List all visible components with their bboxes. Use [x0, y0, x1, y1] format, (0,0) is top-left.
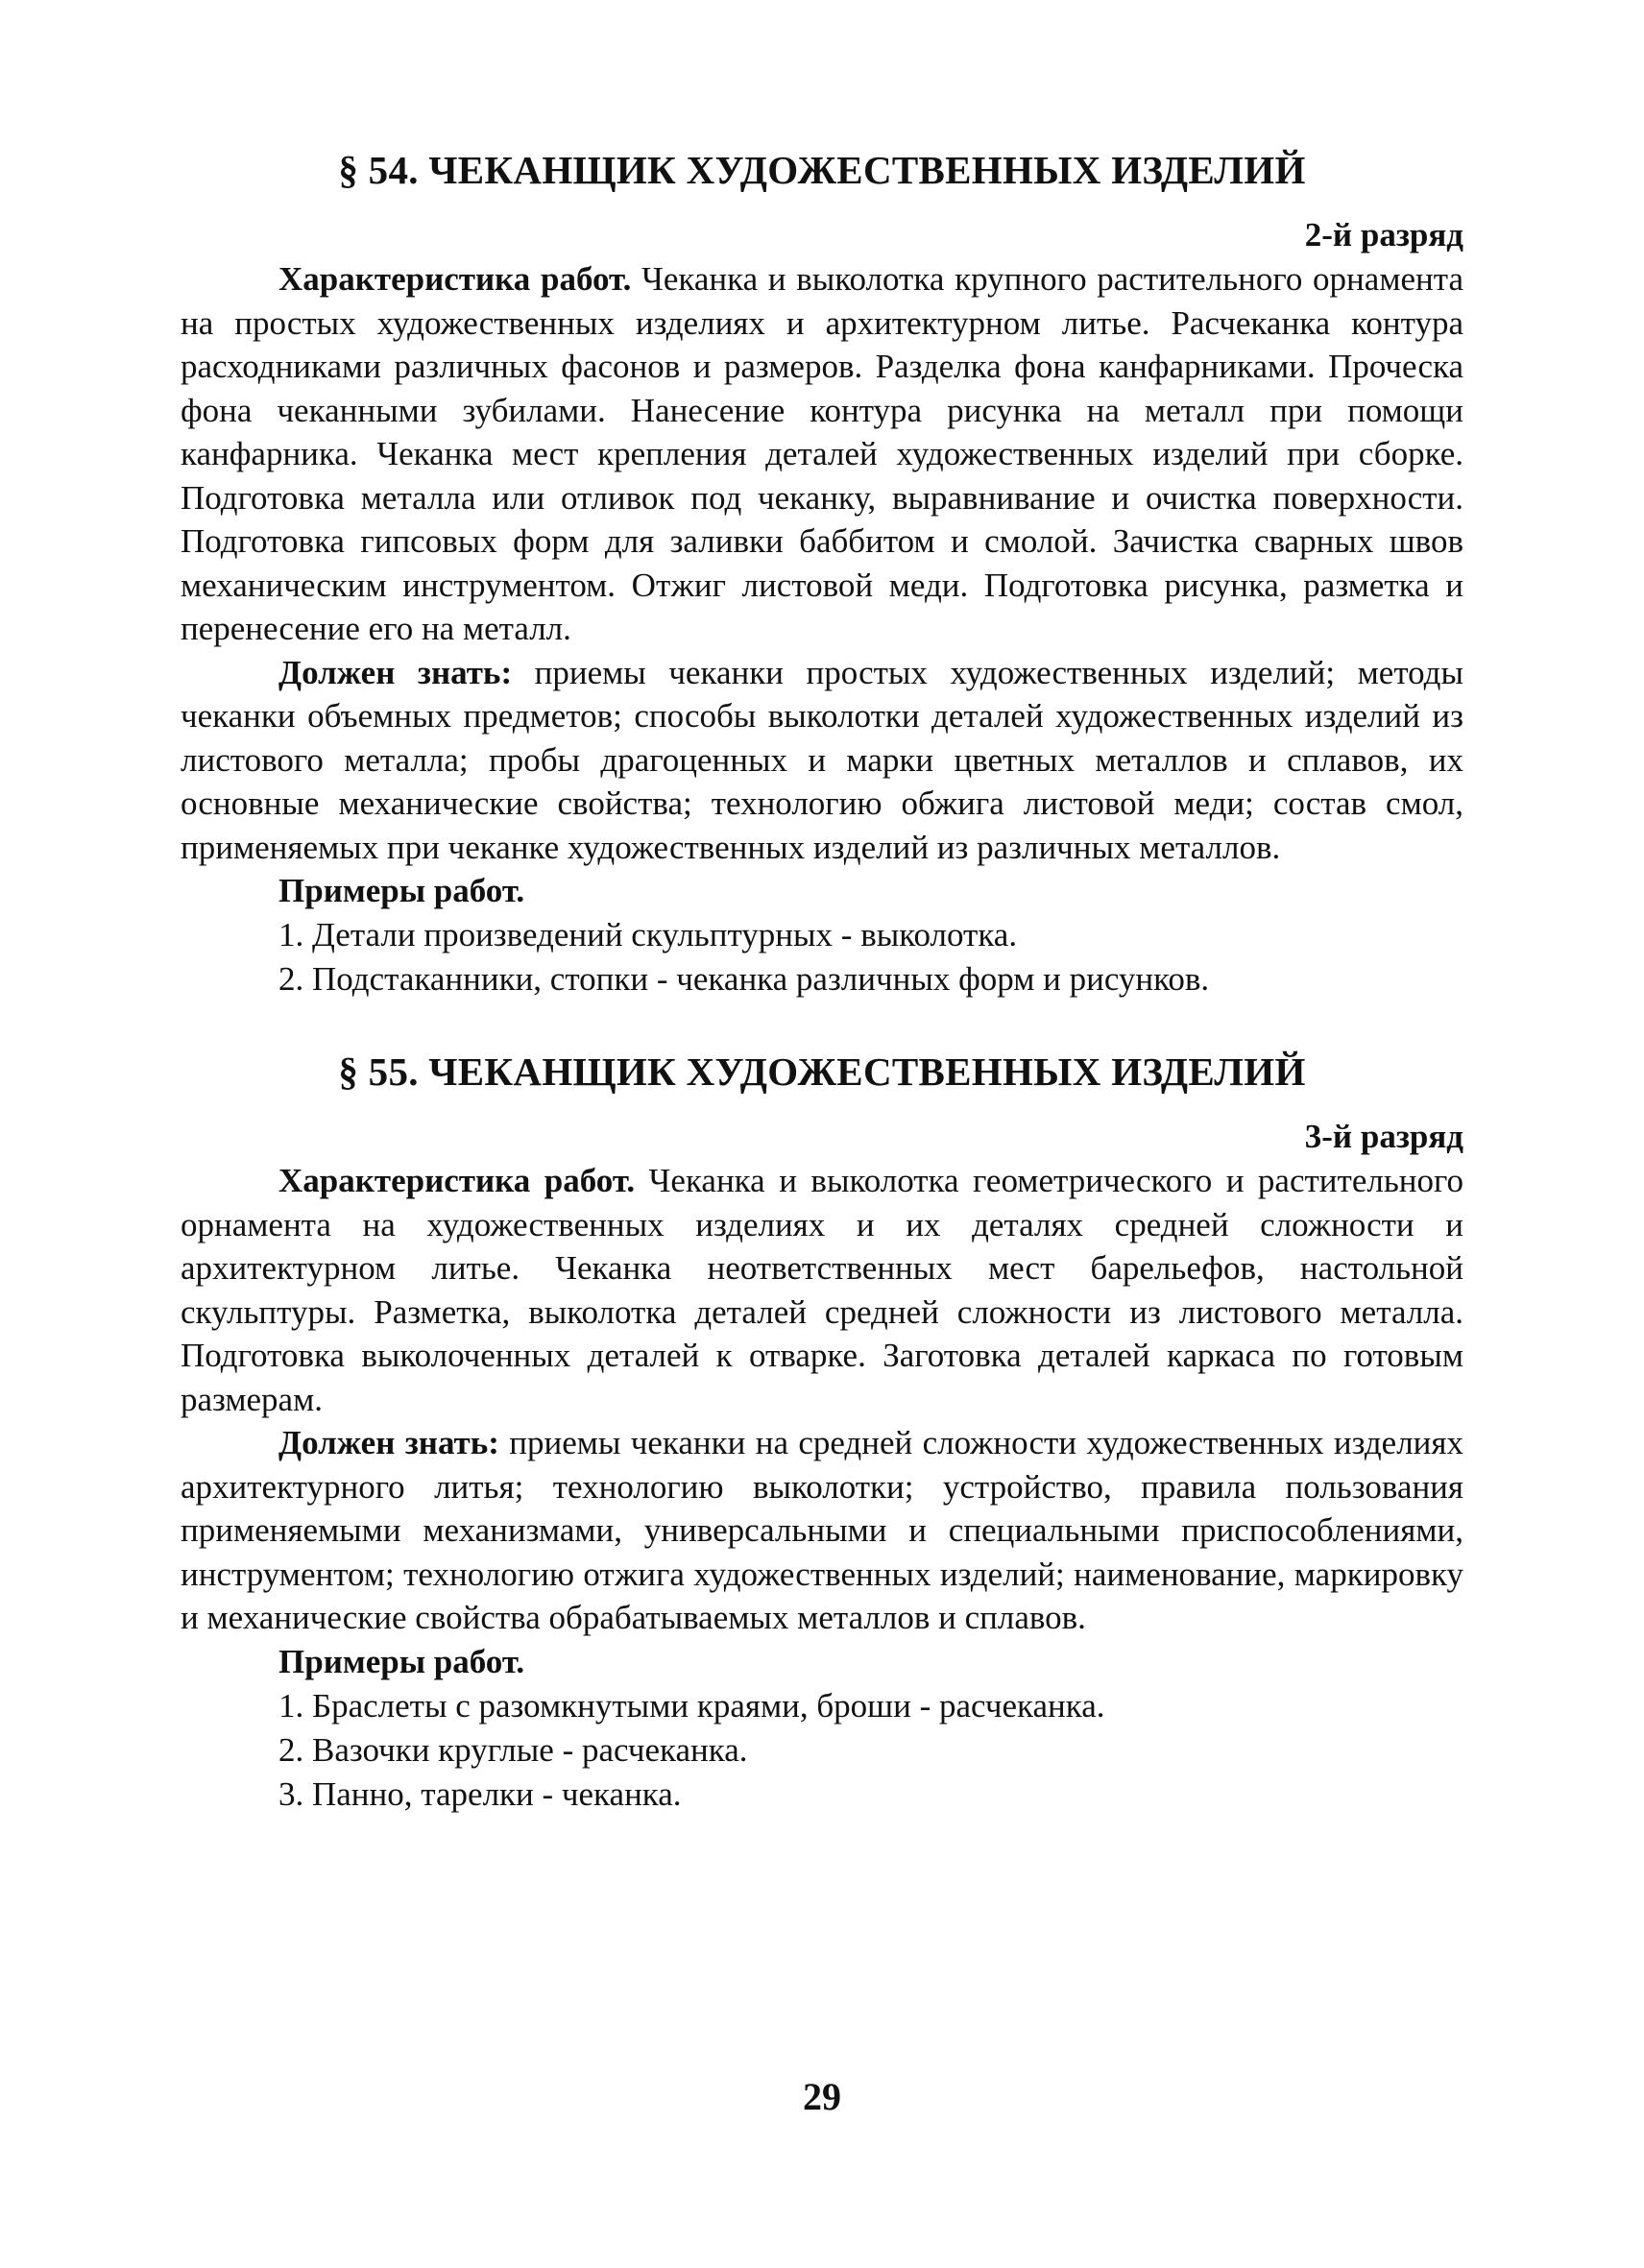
- rank-label: 3-й разряд: [1304, 1118, 1463, 1155]
- examples-heading: Примеры работ.: [278, 1642, 525, 1680]
- knowledge-text: приемы чеканки простых художественных изделий; методы чеканки объемных предметов; способы выколотки деталей художественных изделий из листового металла; пробы драгоценных и марки цветных металлов и сплавов, их основные механические свойства; технологию обжига листовой меди; состав смол, применяемых при чеканке художественных изделий из различных металлов.: [181, 653, 1463, 866]
- work-characteristic-paragraph: [181, 1159, 1463, 1421]
- characteristic-text: Чеканка и выколотка геометрического и растительного орнамента на художественных изделиях и их деталях средней сложности и архитектурном литье. Чеканка неответственных мест барельефов, настольной скульптуры. Разметка, выколотка деталей средней сложности из листового металла. Подготовка выколоченных деталей к отварке. Заготовка деталей каркаса по готовым размерам.: [181, 1162, 1463, 1418]
- work-characteristic-paragraph: [181, 257, 1463, 651]
- section-title: § 55. ЧЕКАНЩИК ХУДОЖЕСТВЕННЫХ ИЗДЕЛИЙ: [338, 1050, 1306, 1094]
- required-knowledge-paragraph: [181, 1421, 1463, 1640]
- knowledge-text: приемы чеканки на средней сложности художественных изделиях архитектурного литья; технологию выколотки; устройство, правила пользования применяемыми механизмами, универсальными и специальными приспособлениями, инструментом; технологию отжига художественных изделий; наименование, маркировку и механические свойства обрабатываемых металлов и сплавов.: [181, 1424, 1463, 1636]
- document-page: [181, 144, 1463, 2141]
- examples-heading: Примеры работ.: [278, 872, 525, 909]
- list-item: 3. Панно, тарелки - чеканка.: [278, 1774, 682, 1813]
- examples-list: [181, 1684, 1463, 1817]
- characteristic-label: Характеристика работ.: [278, 1162, 636, 1199]
- page-number: 29: [803, 2075, 841, 2118]
- rank-label: 2-й разряд: [1304, 216, 1463, 253]
- list-item: 1. Браслеты с разомкнутыми краями, броши - расчеканка.: [278, 1686, 1105, 1725]
- required-knowledge-paragraph: [181, 651, 1463, 870]
- section-55: [181, 1046, 1463, 1817]
- list-item: 2. Подстаканники, стопки - чеканка различных форм и рисунков.: [278, 960, 1210, 998]
- characteristic-label: Характеристика работ.: [278, 260, 632, 298]
- list-item: 2. Вазочки круглые - расчеканка.: [278, 1730, 748, 1769]
- knowledge-label: Должен знать:: [278, 653, 513, 691]
- section-54: [181, 144, 1463, 1001]
- section-title: § 54. ЧЕКАНЩИК ХУДОЖЕСТВЕННЫХ ИЗДЕЛИЙ: [338, 148, 1306, 192]
- list-item: 1. Детали произведений скульптурных - выколотка.: [278, 916, 1018, 953]
- characteristic-text: Чеканка и выколотка крупного растительного орнамента на простых художественных изделиях и архитектурном литье. Расчеканка контура расходниками различных фасонов и размеров. Разделка фона канфарниками. Проческа фона чеканными зубилами. Нанесение контура рисунка на металл при помощи канфарника. Чеканка мест крепления деталей художественных изделий при сборке. Подготовка металла или отливок под чеканку, выравнивание и очистка поверхности. Подготовка гипсовых форм для заливки баббитом и смолой. Зачистка сварных швов механическим инструментом. Отжиг листовой меди. Подготовка рисунка, разметка и перенесение его на металл.: [181, 260, 1463, 647]
- examples-list: [181, 913, 1463, 1001]
- knowledge-label: Должен знать:: [278, 1424, 499, 1461]
